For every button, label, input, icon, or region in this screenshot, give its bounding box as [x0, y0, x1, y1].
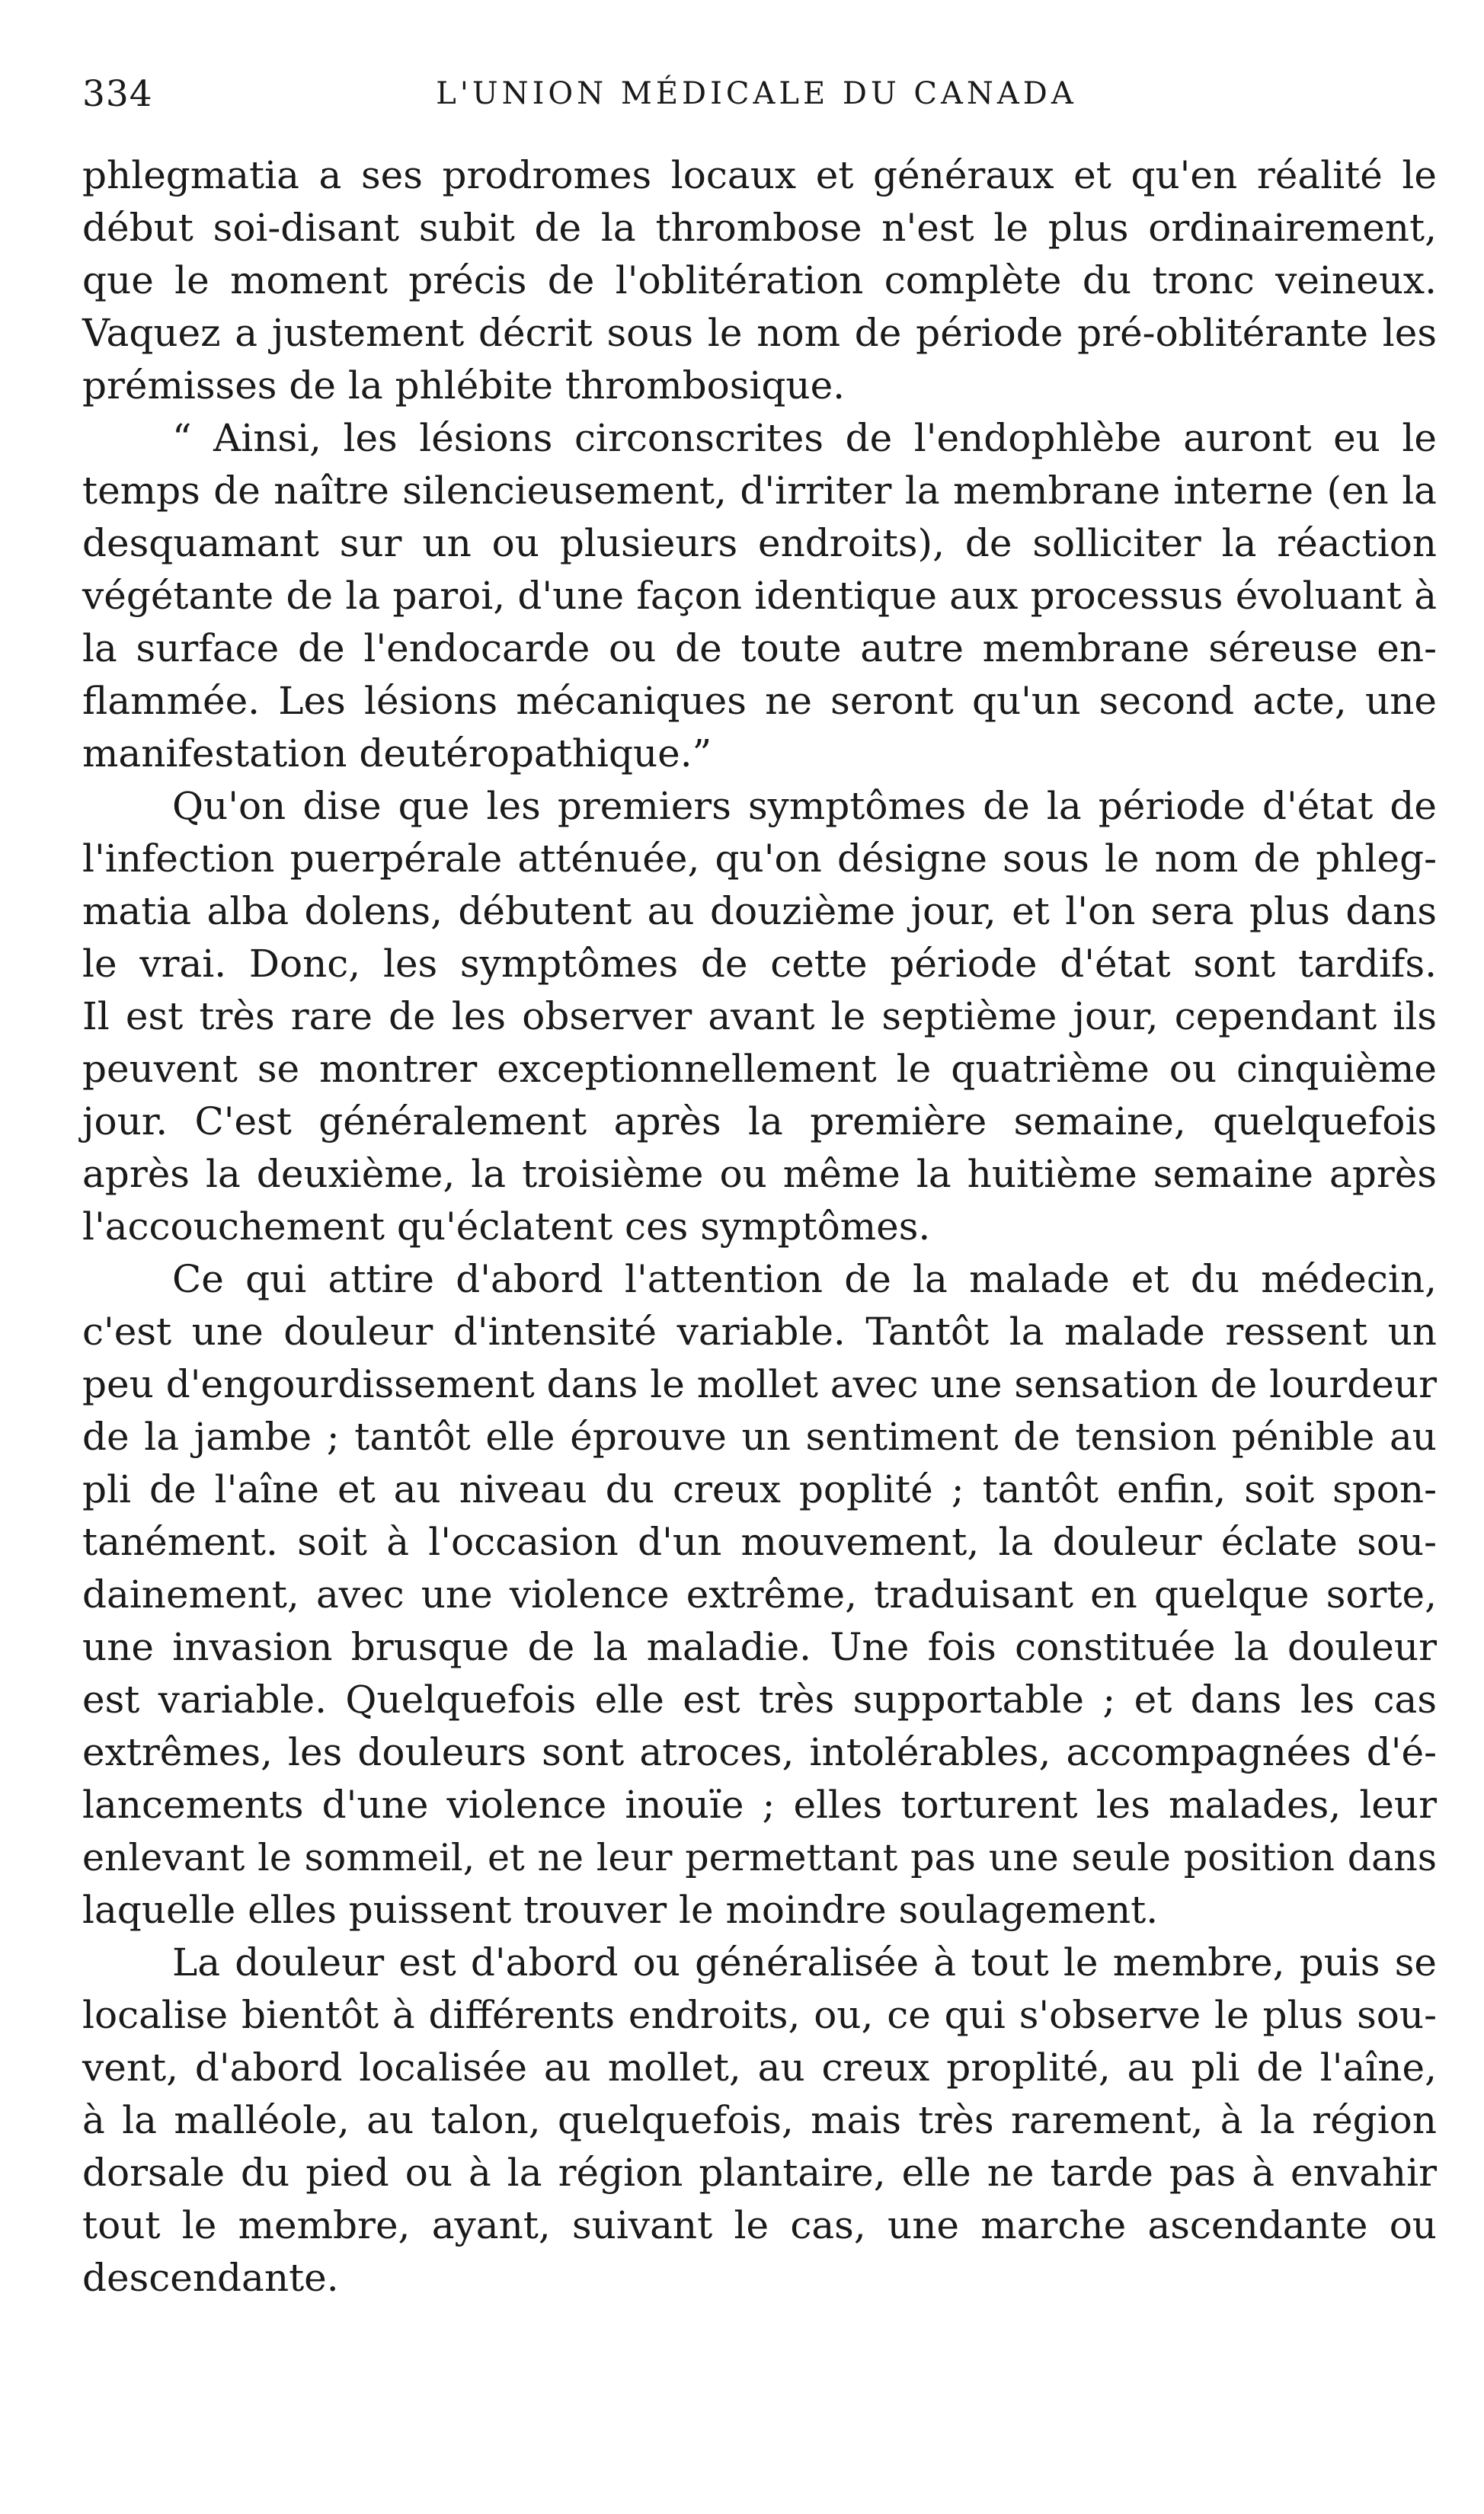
- text-line: vent, d'abord localisée au mollet, au creux proplité, au pli de l'aîne,: [82, 2045, 1437, 2090]
- text-line: peuvent se montrer exceptionnellement le quatrième ou cinquième: [82, 1047, 1437, 1091]
- text-line: flammée. Les lésions mécaniques ne seront qu'un second acte, une: [82, 679, 1437, 723]
- text-line: phlegmatia a ses prodromes locaux et généraux et qu'en réalité le: [82, 153, 1437, 197]
- text-line: tout le membre, ayant, suivant le cas, une marche ascendante ou: [82, 2203, 1437, 2247]
- text-line: l'infection puerpérale atténuée, qu'on désigne sous le nom de phleg-: [82, 836, 1437, 881]
- text-line: pli de l'aîne et au niveau du creux poplité ; tantôt enfin, soit spon-: [82, 1467, 1437, 1511]
- paragraph: [82, 780, 1437, 1253]
- page-number: 334: [82, 73, 153, 115]
- text-line: “ Ainsi, les lésions circonscrites de l'endophlèbe auront eu le: [172, 416, 1437, 460]
- text-line: extrêmes, les douleurs sont atroces, intolérables, accompagnées d'é-: [82, 1730, 1437, 1774]
- page-header: [82, 73, 1431, 126]
- text-line: manifestation deutéropathique.”: [82, 731, 712, 776]
- text-line: jour. C'est généralement après la première semaine, quelquefois: [82, 1099, 1437, 1143]
- text-line: après la deuxième, la troisième ou même la huitième semaine après: [82, 1152, 1437, 1196]
- text-line: matia alba dolens, débutent au douzième jour, et l'on sera plus dans: [82, 889, 1437, 933]
- paragraph: [82, 149, 1437, 412]
- text-line: est variable. Quelquefois elle est très supportable ; et dans les cas: [82, 1678, 1437, 1722]
- text-line: tanément. soit à l'occasion d'un mouvement, la douleur éclate sou-: [82, 1520, 1437, 1564]
- text-line: Il est très rare de les observer avant le septième jour, cependant ils: [82, 994, 1437, 1038]
- text-line: peu d'engourdissement dans le mollet avec une sensation de lourdeur: [82, 1362, 1437, 1406]
- text-line: temps de naître silencieusement, d'irriter la membrane interne (en la: [82, 469, 1437, 513]
- text-line: l'accouchement qu'éclatent ces symptômes.: [82, 1204, 931, 1249]
- text-line: c'est une douleur d'intensité variable. Tantôt la malade ressent un: [82, 1310, 1437, 1354]
- text-line: Ce qui attire d'abord l'attention de la malade et du médecin,: [172, 1257, 1437, 1301]
- text-line: végétante de la paroi, d'une façon identique aux processus évoluant à: [82, 574, 1437, 618]
- text-line: que le moment précis de l'oblitération complète du tronc veineux.: [82, 258, 1437, 302]
- text-line: lancements d'une violence inouïe ; elles torturent les malades, leur: [82, 1783, 1437, 1827]
- text-line: une invasion brusque de la maladie. Une fois constituée la douleur: [82, 1625, 1437, 1669]
- text-line: à la malléole, au talon, quelquefois, mais très rarement, à la région: [82, 2098, 1437, 2142]
- text-line: Qu'on dise que les premiers symptômes de la période d'état de: [172, 784, 1437, 828]
- text-line: la surface de l'endocarde ou de toute autre membrane séreuse en-: [82, 626, 1437, 670]
- text-line: dorsale du pied ou à la région plantaire, elle ne tarde pas à envahir: [82, 2151, 1437, 2195]
- text-line: descendante.: [82, 2256, 339, 2300]
- text-line: de la jambe ; tantôt elle éprouve un sentiment de tension pénible au: [82, 1415, 1437, 1459]
- text-line: dainement, avec une violence extrême, traduisant en quelque sorte,: [82, 1572, 1437, 1617]
- paragraph: [82, 412, 1437, 780]
- text-line: laquelle elles puissent trouver le moindre soulagement.: [82, 1888, 1159, 1932]
- text-line: desquamant sur un ou plusieurs endroits), de solliciter la réaction: [82, 521, 1437, 565]
- paragraph: [82, 1253, 1437, 1937]
- text-line: le vrai. Donc, les symptômes de cette période d'état sont tardifs.: [82, 942, 1437, 986]
- text-line: enlevant le sommeil, et ne leur permettant pas une seule position dans: [82, 1836, 1437, 1879]
- paragraph: [82, 1937, 1437, 2304]
- text-line: localise bientôt à différents endroits, ou, ce qui s'observe le plus sou-: [82, 1993, 1437, 2037]
- text-line: La douleur est d'abord ou généralisée à tout le membre, puis se: [172, 1940, 1437, 1985]
- text-line: prémisses de la phlébite thrombosique.: [82, 363, 846, 408]
- running-title: L'UNION MÉDICALE DU CANADA: [436, 76, 1077, 111]
- body-text: [82, 149, 1437, 2304]
- text-line: Vaquez a justement décrit sous le nom de période pré-oblitérante les: [82, 311, 1437, 355]
- text-line: début soi-disant subit de la thrombose n'est le plus ordinairement,: [82, 206, 1437, 250]
